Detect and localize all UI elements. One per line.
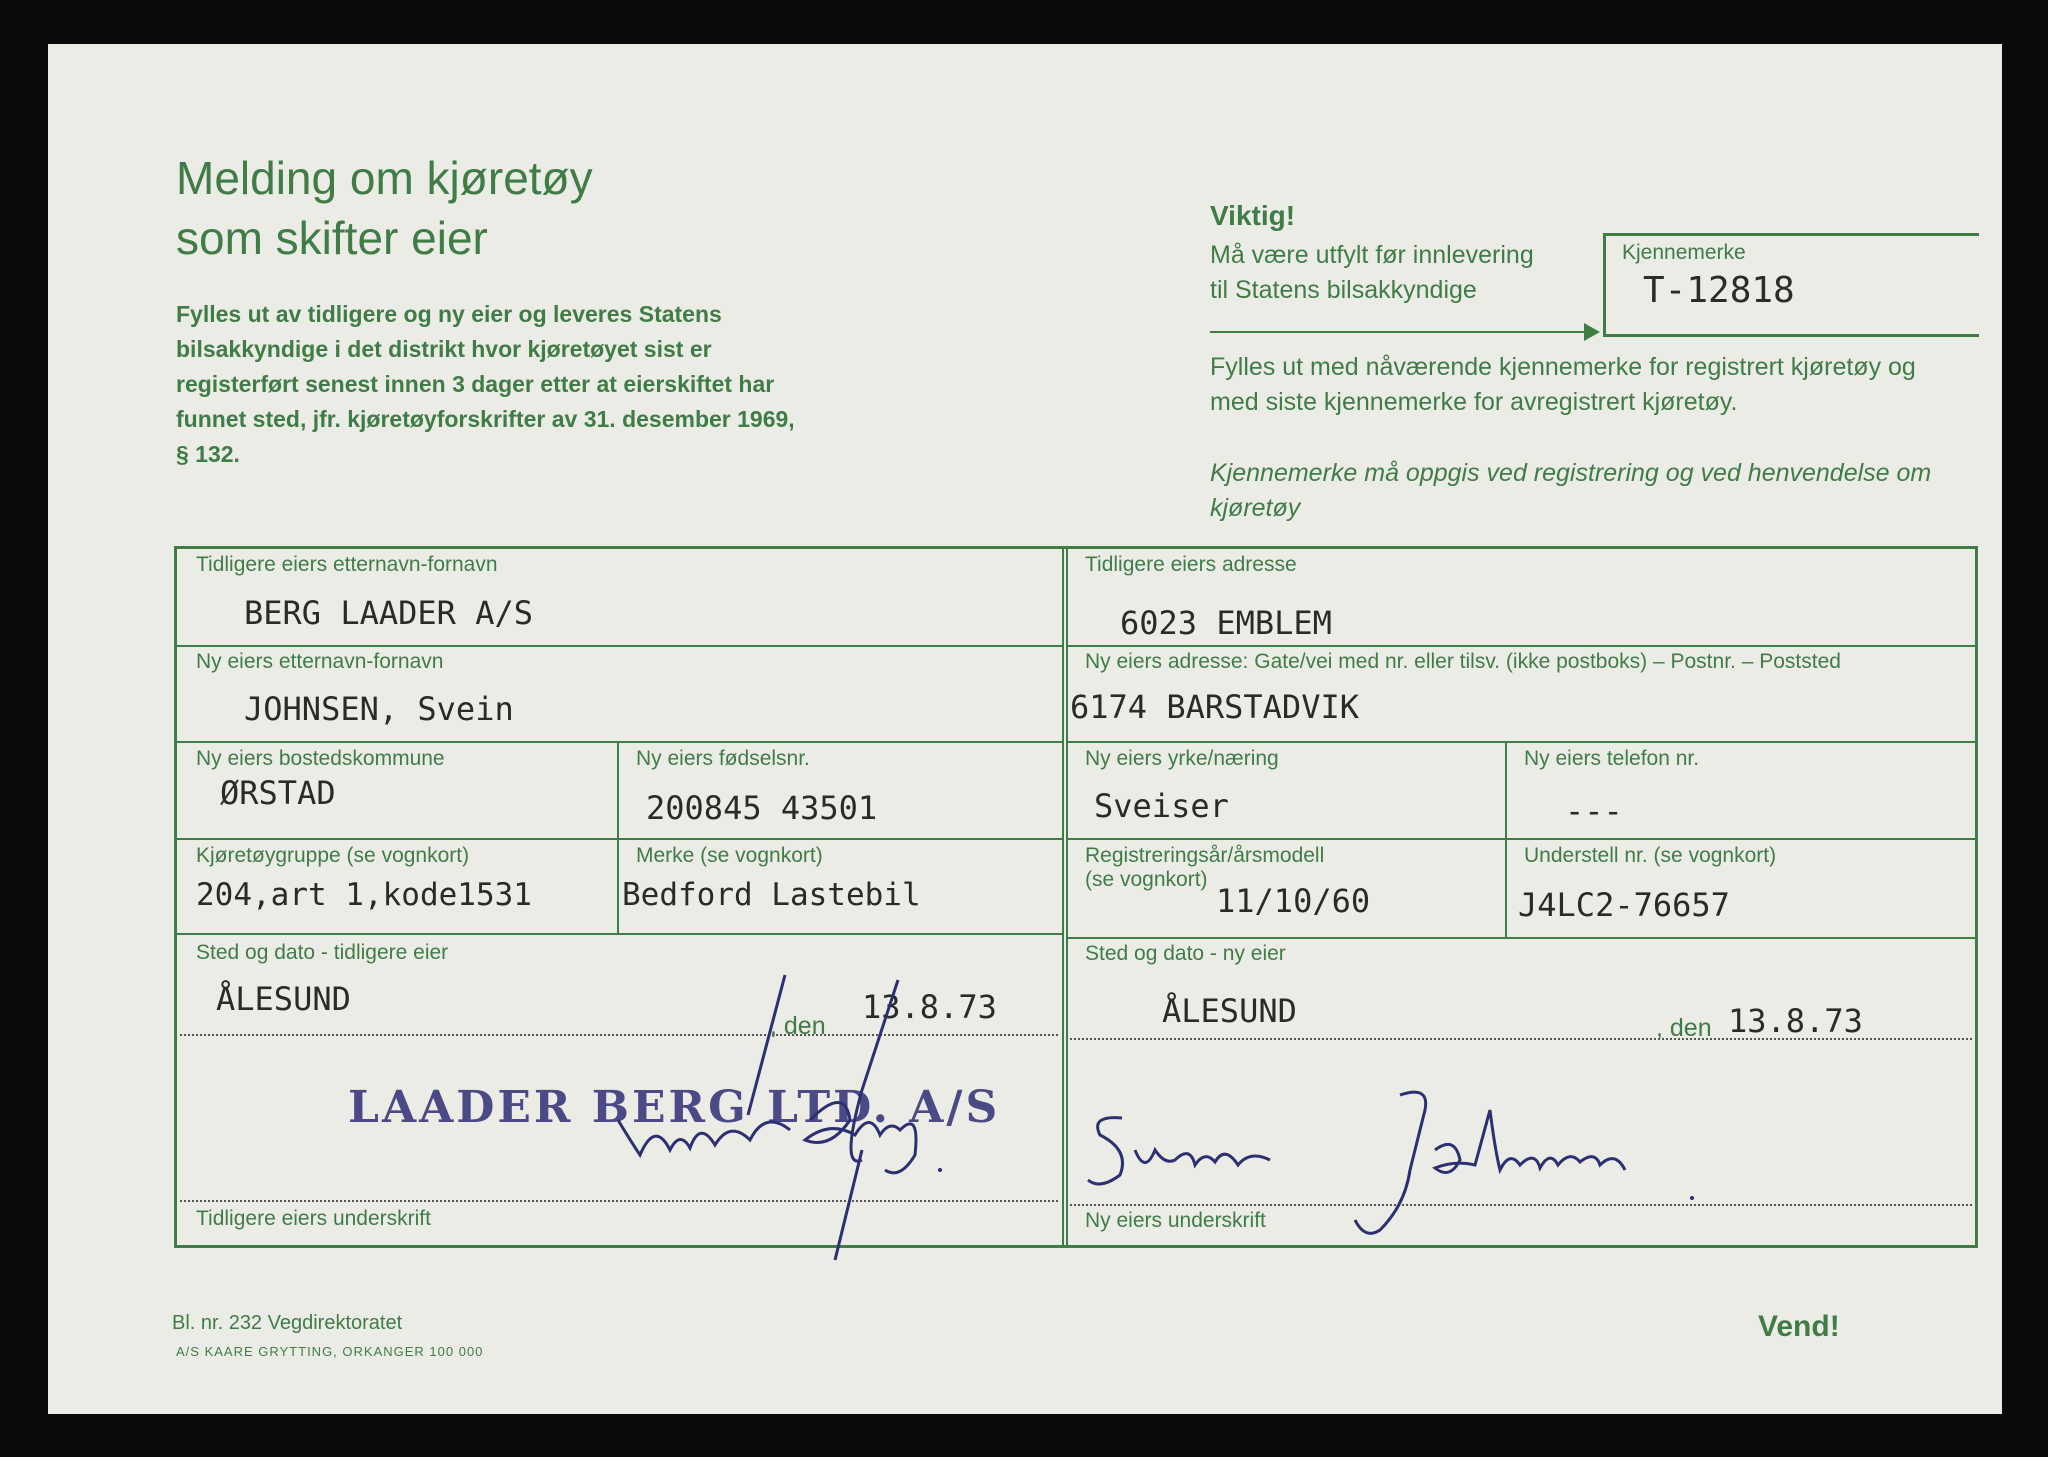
kjennemerke-value[interactable]: T-12818 [1643,270,1795,311]
new-place-date-label: Sted og dato - ny eier [1085,942,1286,965]
row-divider [1066,937,1976,939]
column-divider [617,741,619,933]
row-divider [1066,741,1976,743]
kjennemerke-label: Kjennemerke [1622,241,1746,264]
new-date-field[interactable]: 13.8.73 [1728,1002,1863,1040]
new-signature-label: Ny eiers underskrift [1085,1209,1266,1232]
prev-owner-address-field[interactable]: 6023 EMBLEM [1120,604,1332,642]
chassis-field[interactable]: J4LC2-76657 [1518,886,1730,924]
prev-signature-label: Tidligere eiers underskrift [196,1207,431,1230]
viktig-heading: Viktig! [1210,200,1296,231]
reg-year-field[interactable]: 11/10/60 [1216,882,1371,920]
prev-place-field[interactable]: ÅLESUND [216,980,351,1018]
prev-owner-address-label: Tidligere eiers adresse [1085,553,1297,576]
new-owner-name-field[interactable]: JOHNSEN, Svein [244,690,514,728]
form-title-line1: Melding om kjøretøy [176,152,593,204]
column-divider [1505,741,1507,937]
birth-number-field[interactable]: 200845 43501 [646,789,878,827]
form-title [176,148,593,268]
occupation-label: Ny eiers yrke/næring [1085,747,1279,770]
phone-label: Ny eiers telefon nr. [1524,747,1700,770]
vehicle-group-field[interactable]: 204,art 1,kode1531 [196,877,532,913]
form-title-line2: som skifter eier [176,212,488,264]
viktig-line1: Må være utfylt før innlevering [1210,241,1534,269]
prev-place-date-label: Sted og dato - tidligere eier [196,941,449,964]
municipality-label: Ny eiers bostedskommune [196,747,445,770]
column-divider [1062,548,1064,1245]
prev-owner-name-label: Tidligere eiers etternavn-fornavn [196,553,498,576]
reg-year-label-line2: (se vognkort) [1085,868,1208,891]
new-owner-address-label: Ny eiers adresse: Gate/vei med nr. eller tilsv. (ikke postboks) – Postnr. – Poststed [1085,650,1841,673]
viktig-line2: til Statens bilsakkyndige [1210,276,1477,304]
prev-date-field[interactable]: 13.8.73 [862,988,997,1026]
make-field[interactable]: Bedford Lastebil [622,877,921,913]
row-divider [176,645,1062,647]
chassis-label: Understell nr. (se vognkort) [1524,844,1777,867]
new-owner-name-label: Ny eiers etternavn-fornavn [196,650,444,673]
company-stamp: LAADER BERG LTD. A/S [348,1082,1001,1133]
printer-line: A/S KAARE GRYTTING, ORKANGER 100 000 [176,1344,484,1359]
row-divider [1066,645,1976,647]
column-divider [1066,548,1068,1245]
occupation-field[interactable]: Sveiser [1094,787,1229,825]
new-owner-address-field[interactable]: 6174 BARSTADVIK [1070,688,1359,726]
municipality-field[interactable]: ØRSTAD [220,774,336,812]
row-divider [176,933,1062,935]
intro-text: Fylles ut av tidligere og ny eier og leveres Statens bilsakkyndige i det distrikt hvor kjøretøyet sist er registerført senest innen 3 dager etter at eierskiftet har funnet sted, jfr. kjøretøyforskrifter av 31. desember 1969, § 132. [176,301,795,467]
row-divider [176,838,1062,840]
birth-number-label: Ny eiers fødselsnr. [636,747,810,770]
new-den-label: , den [1656,1014,1712,1042]
phone-field[interactable]: --- [1565,792,1623,830]
prev-owner-signature [600,970,980,1270]
vehicle-group-label: Kjøretøygruppe (se vognkort) [196,844,470,867]
viktig-text [1210,238,1534,308]
arrow-head-icon [1584,323,1600,341]
prev-den-label: , den [770,1012,826,1040]
kjennemerke-note: Kjennemerke må oppgis ved registrering og ved henvendelse om kjøretøy [1210,459,1932,522]
arrow-line [1210,331,1588,333]
prev-owner-name-field[interactable]: BERG LAADER A/S [244,594,533,632]
new-place-field[interactable]: ÅLESUND [1162,992,1297,1030]
kjennemerke-info: Fylles ut med nåværende kjennemerke for registrert kjøretøy og med siste kjennemerke for avregistrert kjøretøy. [1210,353,1916,416]
row-divider [1066,838,1976,840]
vend-label: Vend! [1758,1310,1840,1343]
reg-year-label-line1: Registreringsår/årsmodell [1085,844,1325,867]
row-divider [176,741,1062,743]
form-number: Bl. nr. 232 Vegdirektoratet [172,1312,403,1334]
make-label: Merke (se vognkort) [636,844,823,867]
